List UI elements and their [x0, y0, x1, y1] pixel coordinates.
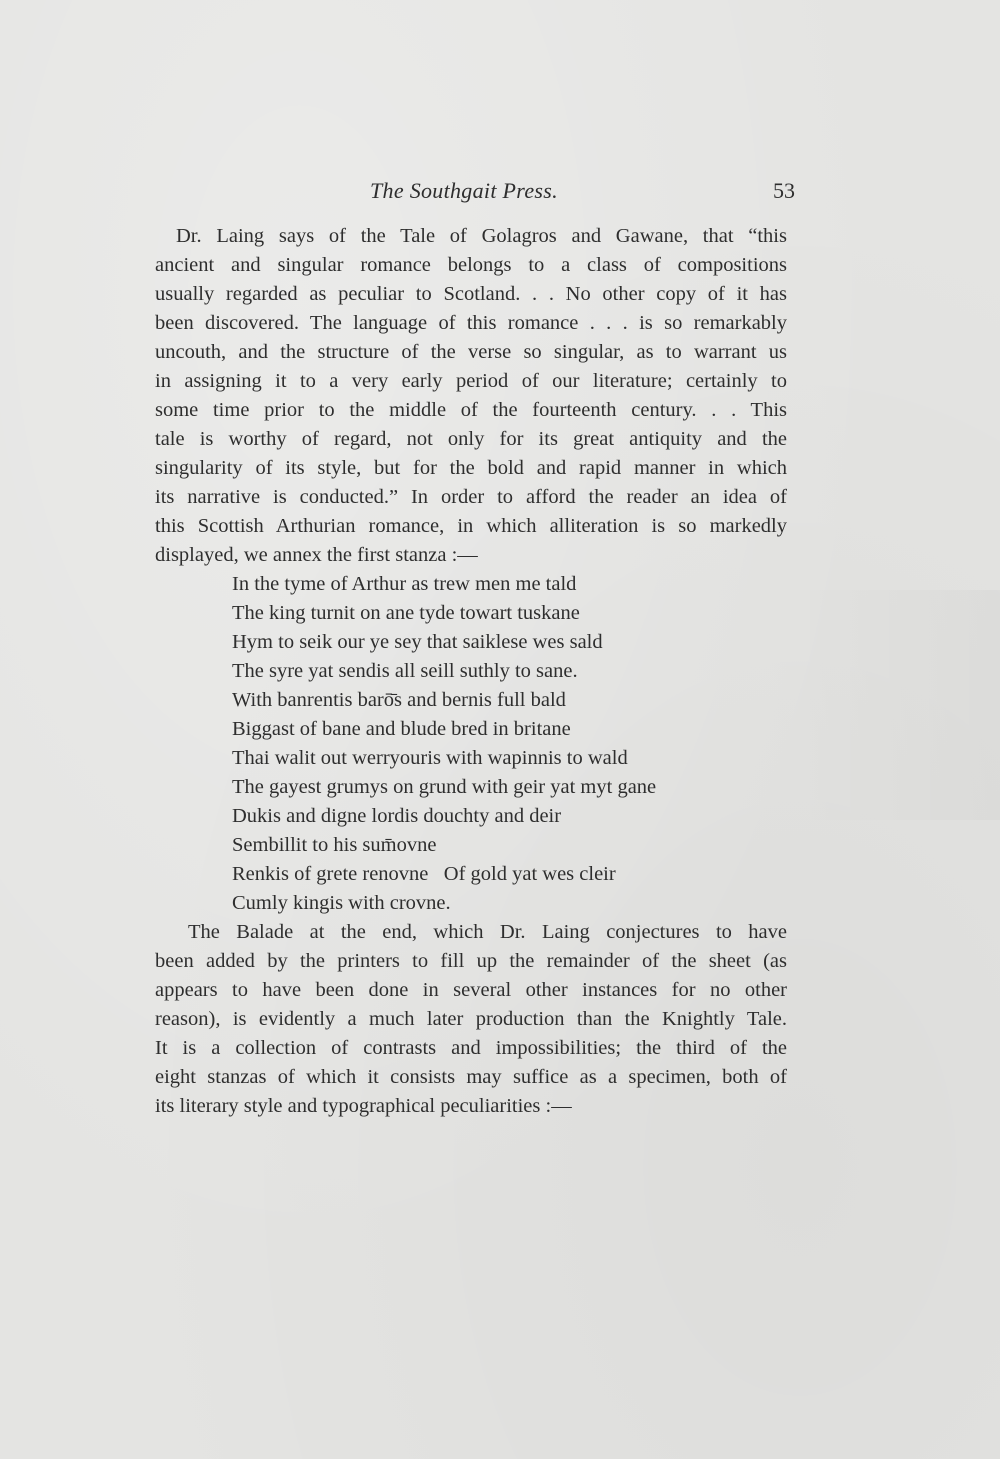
stanza-line: Renkis of grete renovne Of gold yat wes cleir — [232, 863, 616, 885]
paragraph1-line: uncouth, and the structure of the verse so singular, as to warrant us — [155, 341, 787, 363]
paragraph2-line: been added by the printers to fill up the remainder of the sheet (as — [155, 950, 787, 972]
paragraph2-line: The Balade at the end, which Dr. Laing conjectures to have — [188, 921, 787, 943]
stanza-line: Hym to seik our ye sey that saiklese wes sald — [232, 631, 603, 653]
paragraph2-line: reason), is evidently a much later production than the Knightly Tale. — [155, 1008, 787, 1030]
bleed-through-shadow — [790, 590, 1000, 820]
stanza-line: The king turnit on ane tyde towart tuskane — [232, 602, 580, 624]
stanza-line: Thai walit out werryouris with wapinnis to wald — [232, 747, 628, 769]
stanza-line: In the tyme of Arthur as trew men me tald — [232, 573, 577, 595]
paragraph2-line: It is a collection of contrasts and impossibilities; the third of the — [155, 1037, 787, 1059]
paragraph1-line: some time prior to the middle of the fourteenth century. . . This — [155, 399, 787, 421]
stanza-line: Dukis and digne lordis douchty and deir — [232, 805, 562, 827]
stanza-line: The syre yat sendis all seill suthly to sane. — [232, 660, 578, 682]
paragraph1-line: Dr. Laing says of the Tale of Golagros and Gawane, that “this — [176, 225, 787, 247]
paragraph1-line: usually regarded as peculiar to Scotland. . . No other copy of it has — [155, 283, 787, 305]
paragraph2-line: appears to have been done in several other instances for no other — [155, 979, 787, 1001]
paragraph2-line: its literary style and typographical peculiarities :— — [155, 1095, 572, 1117]
paragraph1-line: in assigning it to a very early period of our literature; certainly to — [155, 370, 787, 392]
stanza-line: The gayest grumys on grund with geir yat myt gane — [232, 776, 657, 798]
paragraph1-line: ancient and singular romance belongs to a class of compositions — [155, 254, 787, 276]
stanza-line: Sembillit to his sum̄ovne — [232, 834, 437, 856]
paragraph1-line: been discovered. The language of this romance . . . is so remarkably — [155, 312, 787, 334]
page-header — [155, 178, 795, 208]
stanza-line: Biggast of bane and blude bred in britane — [232, 718, 571, 740]
paragraph2-line: eight stanzas of which it consists may suffice as a specimen, both of — [155, 1066, 787, 1088]
paragraph1-line: singularity of its style, but for the bold and rapid manner in which — [155, 457, 787, 479]
paragraph1-line: displayed, we annex the first stanza :— — [155, 544, 478, 566]
paragraph1-line: this Scottish Arthurian romance, in which alliteration is so markedly — [155, 515, 787, 537]
paragraph1-line: tale is worthy of regard, not only for its great antiquity and the — [155, 428, 787, 450]
paragraph1-line: its narrative is conducted.” In order to afford the reader an idea of — [155, 486, 787, 508]
running-title: The Southgait Press. — [370, 178, 558, 203]
stanza-line: Cumly kingis with crovne. — [232, 892, 451, 914]
page-number: 53 — [773, 178, 795, 203]
stanza-line: With banrentis barō̄s and bernis full bald — [232, 689, 566, 711]
